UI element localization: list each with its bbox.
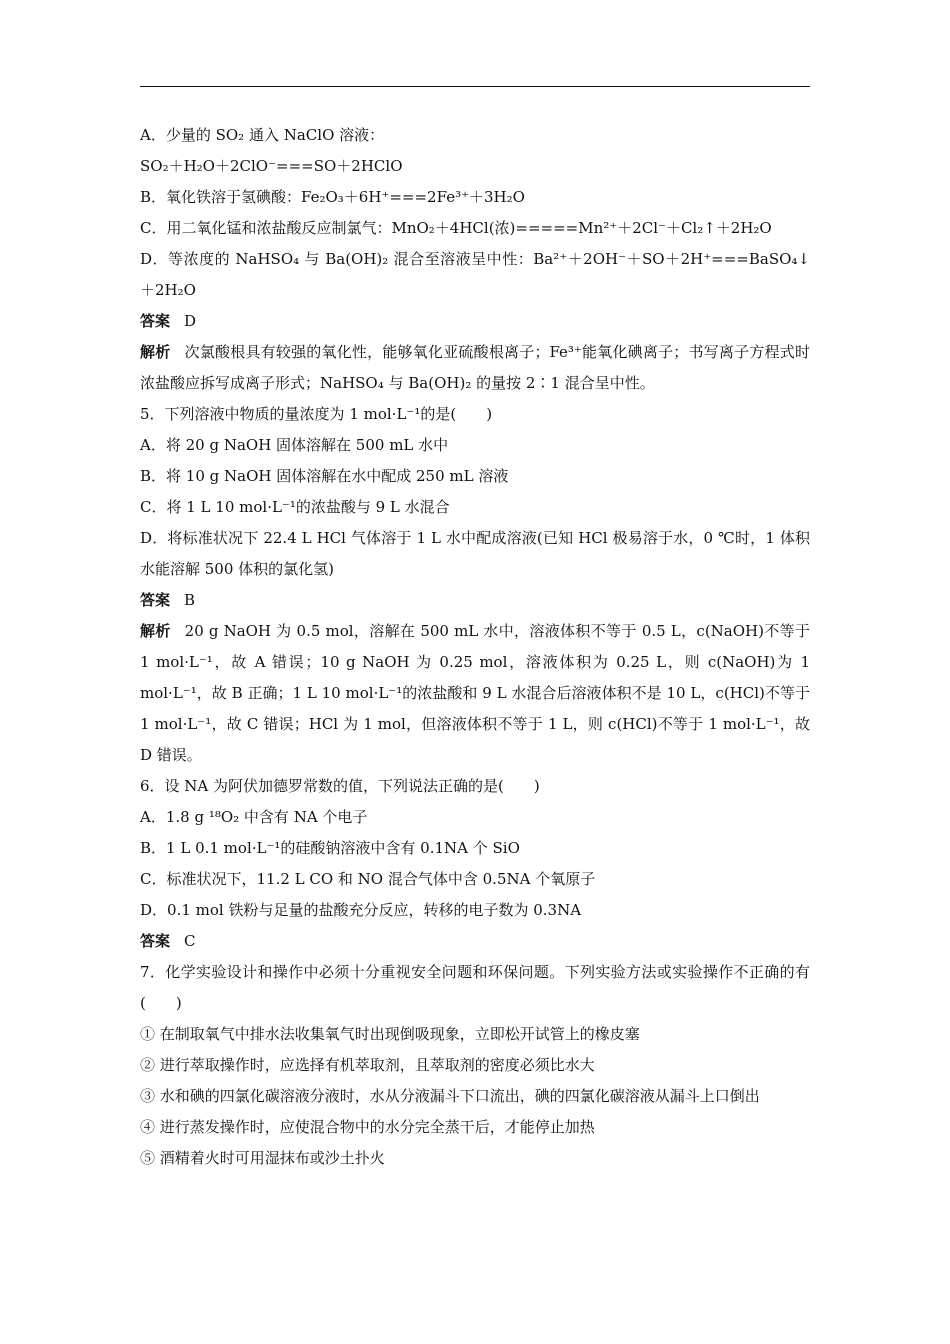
q5-stem: 5．下列溶液中物质的量浓度为 1 mol·L⁻¹的是( ) [140, 405, 493, 423]
answer-label: 答案 [140, 932, 171, 950]
document-body [140, 120, 810, 1174]
answer-value: C [184, 932, 196, 950]
answer-label: 答案 [140, 312, 171, 330]
q5-option-b: B．将 10 g NaOH 固体溶解在水中配成 250 mL 溶液 [140, 467, 509, 485]
answer-value: D [184, 312, 197, 330]
q4-answer [140, 306, 810, 337]
q6-option-c: C．标准状况下，11.2 L CO 和 NO 混合气体中含 0.5NA 个氧原子 [140, 870, 596, 888]
q6-stem: 6．设 NA 为阿伏加德罗常数的值，下列说法正确的是( ) [140, 777, 540, 795]
q4-option-b: B．氧化铁溶于氢碘酸：Fe₂O₃＋6H⁺===2Fe³⁺＋3H₂O [140, 188, 525, 206]
analysis-label: 解析 [140, 343, 171, 361]
q5-option-a: A．将 20 g NaOH 固体溶解在 500 mL 水中 [140, 436, 449, 454]
q7-stem: 7．化学实验设计和操作中必须十分重视安全问题和环保问题。下列实验方法或实验操作不正确的有( ) [140, 963, 810, 1012]
analysis-text: 次氯酸根具有较强的氧化性，能够氧化亚硫酸根离子；Fe³⁺能氧化碘离子；书写离子方程式时浓盐酸应拆写成离子形式；NaHSO₄ 与 Ba(OH)₂ 的量按 2∶1 混合呈中性。 [140, 343, 810, 392]
q4-option-c: C．用二氧化锰和浓盐酸反应制氯气：MnO₂＋4HCl(浓)=====Mn²⁺＋2Cl⁻＋Cl₂↑＋2H₂O [140, 219, 772, 237]
q7-item-4: ④ 进行蒸发操作时，应使混合物中的水分完全蒸干后，才能停止加热 [140, 1118, 595, 1136]
answer-label: 答案 [140, 591, 171, 609]
q5-option-c: C．将 1 L 10 mol·L⁻¹的浓盐酸与 9 L 水混合 [140, 498, 450, 516]
answer-value: B [184, 591, 196, 609]
q4-option-a-line2: SO₂＋H₂O＋2ClO⁻===SO＋2HClO [140, 157, 403, 175]
q6-option-b: B．1 L 0.1 mol·L⁻¹的硅酸钠溶液中含有 0.1NA 个 SiO [140, 839, 520, 857]
q6-answer [140, 926, 810, 957]
q4-option-d: D．等浓度的 NaHSO₄ 与 Ba(OH)₂ 混合至溶液呈中性：Ba²⁺＋2OH⁻＋SO＋2H⁺===BaSO₄↓＋2H₂O [140, 250, 810, 299]
analysis-text: 20 g NaOH 为 0.5 mol，溶解在 500 mL 水中，溶液体积不等于 0.5 L，c(NaOH)不等于 1 mol·L⁻¹，故 A 错误；10 g NaOH 为 0.25 mol，溶液体积为 0.25 L，则 c(NaOH)为 1 mol·L⁻¹，故 B 正确；1 L 10 mol·L⁻¹的浓盐酸和 9 L 水混合后溶液体积不是 10 L，c(HCl)不等于 1 mol·L⁻¹，故 C 错误；HCl 为 1 mol，但溶液体积不等于 1 L，则 c(HCl)不等于 1 mol·L⁻¹，故 D 错误。 [140, 622, 810, 764]
analysis-label: 解析 [140, 622, 171, 640]
q4-analysis [140, 337, 810, 399]
q5-option-d: D．将标准状况下 22.4 L HCl 气体溶于 1 L 水中配成溶液(已知 HCl 极易溶于水，0 ℃时，1 体积水能溶解 500 体积的氯化氢) [140, 529, 810, 578]
q7-item-1: ① 在制取氧气中排水法收集氧气时出现倒吸现象，立即松开试管上的橡皮塞 [140, 1025, 640, 1043]
q4-option-a-line1: A．少量的 SO₂ 通入 NaClO 溶液： [140, 126, 385, 144]
q7-item-3: ③ 水和碘的四氯化碳溶液分液时，水从分液漏斗下口流出，碘的四氯化碳溶液从漏斗上口倒出 [140, 1087, 760, 1105]
q5-answer [140, 585, 810, 616]
q6-option-d: D．0.1 mol 铁粉与足量的盐酸充分反应，转移的电子数为 0.3NA [140, 901, 582, 919]
header-rule [140, 86, 810, 87]
q7-item-2: ② 进行萃取操作时，应选择有机萃取剂，且萃取剂的密度必须比水大 [140, 1056, 595, 1074]
q6-option-a: A．1.8 g ¹⁸O₂ 中含有 NA 个电子 [140, 808, 368, 826]
q7-item-5: ⑤ 酒精着火时可用湿抹布或沙土扑火 [140, 1149, 385, 1167]
q5-analysis [140, 616, 810, 771]
